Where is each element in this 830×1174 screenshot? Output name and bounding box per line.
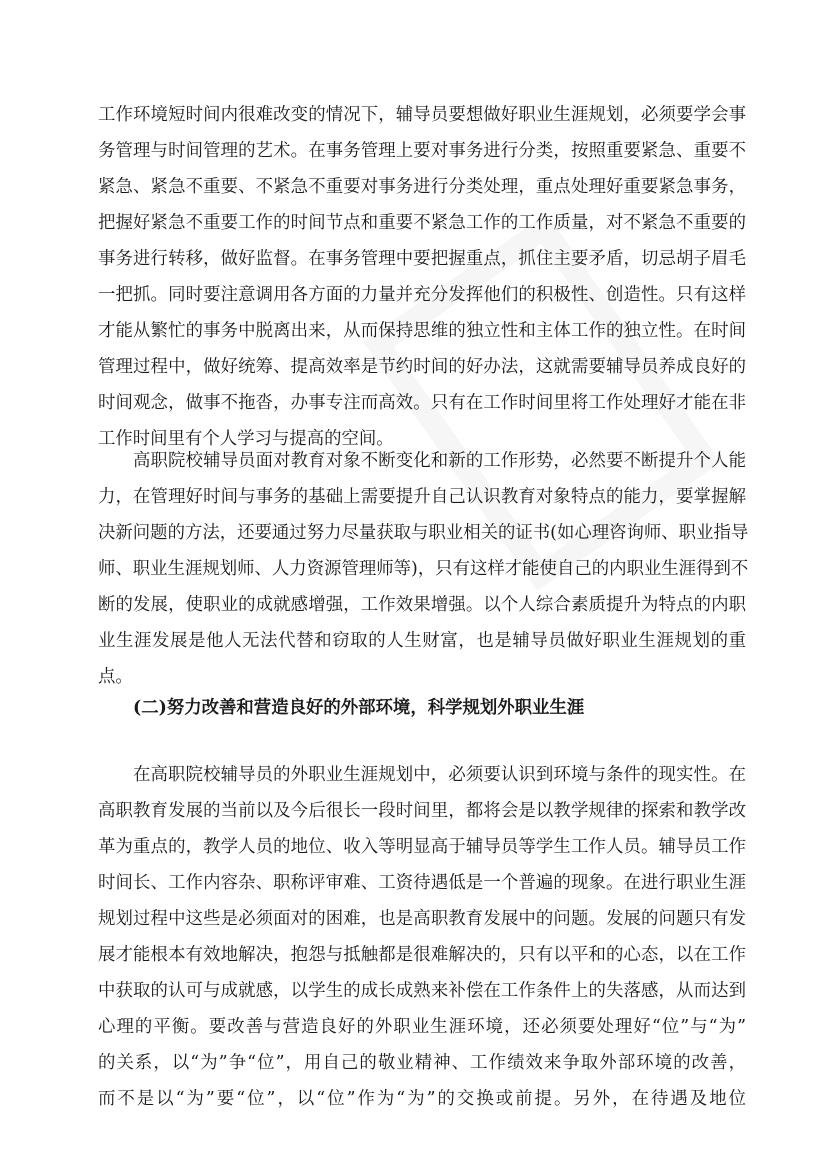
text-line: 工作时间里有个人学习与提高的空间。 bbox=[98, 429, 394, 449]
text-line: 革为重点的，教学人员的地位、收入等明显高于辅导员等学生工作人员。辅导员工作 bbox=[98, 837, 746, 857]
text-line: 时间观念，做事不拖沓，办事专注而高效。只有在工作时间里将工作处理好才能在非 bbox=[98, 393, 746, 413]
section-heading: (二)努力改善和营造良好的外部环境，科学规划外职业生涯 bbox=[133, 698, 585, 718]
text-line: 管理过程中，做好统筹、提高效率是节约时间的好办法，这就需要辅导员养成良好的 bbox=[98, 357, 746, 377]
text-line: 点。 bbox=[98, 667, 133, 687]
text-line: 时间长、工作内容杂、职称评审难、工资待遇低是一个普遍的现象。在进行职业生涯 bbox=[98, 873, 746, 893]
text-line: 规划过程中这些是必须面对的困难，也是高职教育发展中的问题。发展的问题只有发 bbox=[98, 909, 746, 929]
text-line: 高职院校辅导员面对教育对象不断变化和新的工作形势，必然要不断提升个人能 bbox=[133, 451, 746, 471]
text-line: 决新问题的方法，还要通过努力尽量获取与职业相关的证书(如心理咨询师、职业指导 bbox=[98, 523, 749, 543]
text-line: 在高职院校辅导员的外职业生涯规划中，必须要认识到环境与条件的现实性。在 bbox=[133, 765, 746, 785]
text-line: 展才能根本有效地解决，抱怨与抵触都是很难解决的，只有以平和的心态，以在工作 bbox=[98, 945, 746, 965]
text-line: 力，在管理好时间与事务的基础上需要提升自己认识教育对象特点的能力，要掌握解 bbox=[98, 487, 746, 507]
text-line: 心理的平衡。要改善与营造良好的外职业生涯环境，还必须要处理好“位”与“为” bbox=[98, 1017, 746, 1037]
paragraph-external-career bbox=[98, 757, 746, 1117]
text-line: 务管理与时间管理的艺术。在事务管理上要对事务进行分类，按照重要紧急、重要不 bbox=[98, 141, 746, 161]
text-line: 才能从繁忙的事务中脱离出来，从而保持思维的独立性和主体工作的独立性。在时间 bbox=[98, 321, 746, 341]
text-line: 事务进行转移，做好监督。在事务管理中要把握重点，抓住主要矛盾，切忌胡子眉毛 bbox=[98, 249, 746, 269]
paragraph-time-management bbox=[98, 97, 746, 457]
text-line: 把握好紧急不重要工作的时间节点和重要不紧急工作的工作质量，对不紧急不重要的 bbox=[98, 213, 746, 233]
text-line: 师、职业生涯规划师、人力资源管理师等)，只有这样才能使自己的内职业生涯得到不 bbox=[98, 559, 749, 579]
text-line: 高职教育发展的当前以及今后很长一段时间里，都将会是以教学规律的探索和教学改 bbox=[98, 801, 746, 821]
text-line: 而不是以“为”要“位”，以“位”作为“为”的交换或前提。另外，在待遇及地位 bbox=[98, 1089, 746, 1109]
text-line: 一把抓。同时要注意调用各方面的力量并充分发挥他们的积极性、创造性。只有这样 bbox=[98, 285, 746, 305]
text-line: 工作环境短时间内很难改变的情况下，辅导员要想做好职业生涯规划，必须要学会事 bbox=[98, 105, 746, 125]
text-line: 紧急、紧急不重要、不紧急不重要对事务进行分类处理，重点处理好重要紧急事务， bbox=[98, 177, 746, 197]
text-line: 业生涯发展是他人无法代替和窃取的人生财富，也是辅导员做好职业生涯规划的重 bbox=[98, 631, 746, 651]
text-line: 中获取的认可与成就感，以学生的成长成熟来补偿在工作条件上的失落感，从而达到 bbox=[98, 981, 746, 1001]
paragraph-personal-ability bbox=[98, 443, 749, 695]
text-line: 的关系，以“为”争“位”，用自己的敬业精神、工作绩效来争取外部环境的改善， bbox=[98, 1053, 746, 1073]
text-line: 断的发展，使职业的成就感增强，工作效果增强。以个人综合素质提升为特点的内职 bbox=[98, 595, 746, 615]
